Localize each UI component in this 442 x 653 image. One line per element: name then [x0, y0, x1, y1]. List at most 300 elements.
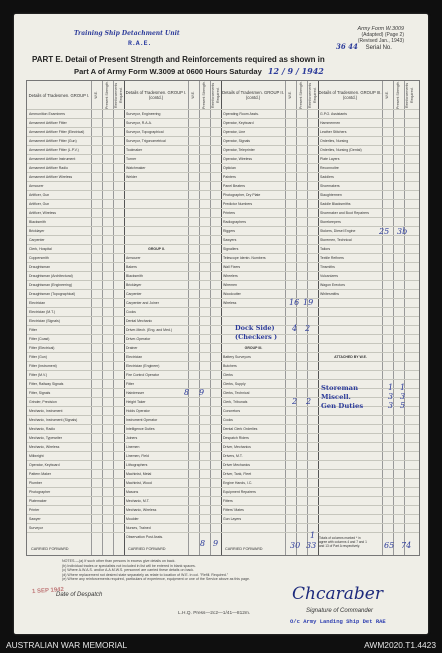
trade-label: G.P.O. Assistants	[320, 111, 347, 116]
trade-label: Saddlers	[320, 174, 334, 179]
entry-misc-c: Gen Duties	[321, 402, 364, 410]
carried-forward-label: CARRIED FORWARD	[31, 547, 69, 551]
row-divider	[27, 343, 419, 344]
row-divider	[27, 523, 419, 524]
trade-label: Tailors	[320, 246, 331, 251]
trade-label: Clerk, Hospital	[29, 246, 52, 251]
trade-label: Lithographers	[126, 462, 148, 467]
trade-label: Vulcanizers	[320, 273, 338, 278]
trade-label: Electrician (Signals)	[29, 318, 60, 323]
entry-value: 3	[388, 401, 394, 410]
trade-label: Pattern Maker	[29, 471, 51, 476]
trade-label: Linemen	[126, 444, 140, 449]
column-divider	[296, 81, 297, 555]
entry-value: 3b	[397, 227, 408, 236]
sub-column-label: Present Strength.	[299, 81, 303, 109]
row-divider	[27, 163, 419, 164]
trade-label: Orderlies, Nursing (Dental)	[320, 147, 362, 152]
trade-label: Operator, Line	[223, 129, 246, 134]
caption-bar	[0, 638, 442, 653]
row-divider	[27, 388, 419, 389]
form-ref-line: Army Form W.3009	[357, 26, 404, 32]
sub-column-label: W.E.	[288, 91, 292, 99]
entry-value: 2	[292, 397, 298, 406]
row-divider	[27, 289, 419, 290]
trade-label: Driver, Mechanics	[223, 444, 251, 449]
trade-label: Textile Refiners	[320, 255, 344, 260]
entry-value: 2	[305, 324, 311, 333]
sub-column-label: Reinforcements Required.	[210, 82, 220, 108]
row-divider	[27, 370, 419, 371]
trade-label: Armament Artificer Fitter (L.P.V.)	[29, 147, 79, 152]
trade-label: Machinist, Wood	[126, 480, 152, 485]
trade-label: Blacksmith	[29, 219, 46, 224]
trade-label: Dental Clerk Orderlies	[223, 426, 258, 431]
row-divider	[27, 226, 419, 227]
col-head-group2: Details of Tradesmen. GROUP II. (contd.)	[221, 81, 285, 110]
row-divider	[27, 262, 419, 263]
column-divider	[210, 81, 211, 555]
trade-label: Cooks	[223, 417, 233, 422]
column-divider	[382, 81, 383, 555]
entry-value: 2	[306, 397, 312, 406]
trade-label: Mechanic, Instrument (Signals)	[29, 417, 78, 422]
entry-value: 1	[400, 383, 406, 392]
sub-column-label: W.E.	[385, 91, 389, 99]
trade-label: ATTACHED BY W.E.	[334, 354, 367, 359]
trade-label: Joiners	[126, 435, 138, 440]
column-divider	[113, 81, 114, 555]
note-line: (e) Where any reinforcements required, particulars of experience, equipment or one of the Service above as this page.	[62, 577, 250, 582]
trade-label: Photographer	[29, 489, 51, 494]
trade-label: Toolmaker	[126, 147, 143, 152]
trade-label: Bakers	[126, 264, 137, 269]
row-divider	[27, 325, 419, 326]
trade-label: Telescope Identn. Numbers	[223, 255, 266, 260]
row-divider	[27, 397, 419, 398]
sub-column-header	[285, 81, 296, 110]
row-divider	[27, 334, 419, 335]
row-divider	[27, 379, 419, 380]
trade-label: Shoemaker and Boot Repairers	[320, 210, 370, 215]
trade-label: Hairdresser	[126, 390, 145, 395]
trade-label: Printers	[223, 210, 236, 215]
sub-column-label: W.E.	[94, 91, 98, 99]
trade-label: Masons	[126, 489, 139, 494]
entry-value: 3	[388, 392, 394, 401]
trade-label: Butchers	[223, 363, 237, 368]
row-divider	[27, 433, 419, 434]
form-page	[14, 14, 428, 634]
trade-label: Watchmaker	[126, 165, 146, 170]
trade-label: Surveyor	[29, 525, 44, 530]
row-divider	[27, 316, 419, 317]
trade-label: Despatch Riders	[223, 435, 249, 440]
col-head-group1: Details of Tradesmen. GROUP I.	[27, 81, 91, 110]
trade-label: Saddle Blacksmiths	[320, 201, 351, 206]
carried-value: 9	[213, 539, 219, 548]
trade-label: Mechanic, Wireless	[126, 507, 157, 512]
trade-label: Draughtsman (Engineering)	[29, 282, 72, 287]
trade-label: Surveyor, Trigonometrical	[126, 138, 166, 143]
row-divider	[27, 181, 419, 182]
trade-label: Armourer	[126, 255, 141, 260]
row-divider	[27, 460, 419, 461]
row-divider	[27, 199, 419, 200]
carried-value: 33	[306, 541, 317, 550]
carried-value: 1	[310, 531, 316, 540]
unit-sub: R.A.E.	[128, 40, 152, 47]
trade-label: Orderlies, Nursing	[320, 138, 349, 143]
entry-value: 9	[199, 388, 205, 397]
trade-label: GROUP III.	[244, 345, 263, 350]
trade-label: Draughtsman	[29, 264, 51, 269]
sub-column-header	[382, 81, 393, 110]
trade-label: Wagon Erectors	[320, 282, 345, 287]
sub-column-header	[199, 81, 210, 110]
row-divider	[27, 469, 419, 470]
note-line: (b) Individual trades or specialists not included in list will be entered in blank spaces.	[62, 563, 196, 568]
entry-value: 25	[379, 227, 390, 236]
row-divider	[27, 298, 419, 299]
row-divider	[27, 244, 419, 245]
entry-value: 8	[184, 388, 190, 397]
trade-label: GROUP II.	[148, 246, 165, 251]
row-divider	[27, 505, 419, 506]
trade-label: Wireless	[223, 300, 237, 305]
trade-label: Armament Artificer Instrument	[29, 156, 76, 161]
trade-label: Optician	[223, 165, 236, 170]
trade-label: Tinsmiths	[320, 264, 335, 269]
trade-label: Wiremen	[223, 282, 238, 287]
trade-label: Artificer, Wireless	[29, 210, 57, 215]
column-divider	[404, 81, 405, 555]
row-divider	[27, 172, 419, 173]
trade-label: Bricklayer	[29, 228, 45, 233]
group-divider	[124, 81, 125, 555]
trade-label: Intelligence Duties	[126, 426, 155, 431]
row-divider	[27, 307, 419, 308]
sub-column-label: Present Strength.	[105, 81, 109, 109]
row-divider	[27, 514, 419, 515]
sub-column-header	[404, 81, 415, 110]
form-ref-line: (Revised Jan., 1943)	[357, 38, 404, 44]
sub-column-label: Reinforcements Required.	[113, 82, 123, 108]
date-of-despatch-label: Date of Despatch	[56, 592, 103, 598]
sub-column-header	[113, 81, 124, 110]
trade-label: Plumber	[29, 480, 43, 485]
trade-label: Sawyers	[223, 237, 237, 242]
row-divider	[27, 217, 419, 218]
printer-imprint: L.H.Q. Press—2c2—1/41—812m.	[178, 611, 251, 616]
trade-label: Linemen, Field	[126, 453, 149, 458]
trade-label: Clerk, Tribunals	[223, 399, 248, 404]
trade-label: Driver Mechanics	[223, 462, 251, 467]
trade-label: Driver, Tank, Fleet	[223, 471, 252, 476]
trade-label: Slaughtermen	[320, 192, 342, 197]
trade-label: Bricklayer	[126, 282, 142, 287]
trade-label: Mechanic, Wireless	[29, 444, 60, 449]
trade-label: Operator, Signals	[223, 138, 251, 143]
row-divider	[27, 109, 419, 110]
note-line: NOTES.—(a) If such other than persons in excess give details on back.	[62, 559, 176, 563]
trade-label: Photographer, Dry Plate	[223, 192, 261, 197]
trade-label: Fitter (Coast)	[29, 336, 50, 341]
trade-label: Surveyor, R.A.A.	[126, 120, 152, 125]
handwritten-date: 12 / 9 / 1942	[267, 66, 324, 76]
received-date-stamp: 1 SEP 1942	[31, 586, 65, 596]
totals-note: Totals of columns marked * in agree with columns 4 and 7 and 1 and 13 of Part A respectively.	[319, 536, 367, 548]
row-divider	[27, 280, 419, 281]
commander-signature: Chcaraber	[292, 584, 383, 604]
trade-label: Welder	[126, 174, 138, 179]
trade-label: Surveyor, Engineering	[126, 111, 161, 116]
trade-label: Armament Artificer Fitter (Gun)	[29, 138, 77, 143]
trade-label: Clerks, Supply	[223, 381, 246, 386]
col-head-group1b: Details of Tradesmen. GROUP I. (contd.)	[124, 81, 188, 110]
trade-label: Carpenter	[126, 291, 142, 296]
trade-label: Armament Artificer Radio	[29, 165, 68, 170]
row-divider	[27, 271, 419, 272]
row-divider	[27, 118, 419, 119]
archive-reference: AWM2020.T1.4423	[364, 640, 436, 650]
trade-label: Battery Surveyors	[223, 354, 251, 359]
row-divider	[27, 532, 419, 533]
sub-column-header	[393, 81, 404, 110]
strength-table	[26, 80, 420, 556]
trade-label: Drivers, M.T.	[223, 453, 243, 458]
page-subtitle	[74, 66, 324, 76]
serial-value: 36 44	[336, 42, 358, 51]
trade-label: Electrician	[126, 354, 143, 359]
entry-value: 16	[289, 298, 300, 307]
trade-label: Blacksmith	[126, 273, 143, 278]
row-divider	[27, 415, 419, 416]
group-divider	[318, 81, 319, 555]
sub-column-header	[91, 81, 102, 110]
trade-label: Painters	[223, 174, 236, 179]
trade-label: Operator, Keyboard	[223, 120, 254, 125]
trade-label: Operator, Keyboard	[29, 462, 60, 467]
trade-label: Armourer	[29, 183, 44, 188]
row-divider	[27, 442, 419, 443]
trade-label: Predictor Numbers	[223, 201, 253, 206]
row-divider	[27, 487, 419, 488]
trade-label: Radiographers	[223, 219, 246, 224]
trade-label: Draughtsman (Architectural)	[29, 273, 73, 278]
sub-column-header	[307, 81, 318, 110]
trade-label: Carpenter	[29, 237, 45, 242]
trade-label: Plate Layers	[320, 156, 340, 161]
trade-label: Cooks	[126, 309, 136, 314]
column-divider	[188, 81, 189, 555]
trade-label: Mechanic, Typewriter	[29, 435, 63, 440]
row-divider	[27, 127, 419, 128]
trade-label: Sawyer	[29, 516, 41, 521]
trade-label: Wall Fixers	[223, 264, 241, 269]
serial-label: Serial No.	[365, 45, 392, 51]
sub-column-label: W.E.	[191, 91, 195, 99]
trade-label: Clerks, Technical	[223, 390, 250, 395]
trade-label: Whitesmiths	[320, 291, 340, 296]
entry-misc-a: Storeman	[321, 384, 359, 392]
trade-label: Clerks	[223, 372, 233, 377]
trade-label: Observation Post Assts.	[126, 534, 164, 539]
row-divider	[27, 190, 419, 191]
notes-block	[62, 559, 392, 582]
trade-label: Ammunition Examiners	[29, 111, 65, 116]
trade-label: Nurses, Trained	[126, 525, 151, 530]
trade-label: Operator, Wireless	[223, 156, 252, 161]
trade-label: Surveyor, Topographical	[126, 129, 164, 134]
sub-column-label: Reinforcements Required.	[404, 82, 414, 108]
trade-label: Armament Artificer Fitter	[29, 120, 67, 125]
trade-label: Operating Room Assts.	[223, 111, 259, 116]
trade-label: Coppersmith	[29, 255, 49, 260]
trade-label: Shoemakers	[320, 183, 340, 188]
archive-name: AUSTRALIAN WAR MEMORIAL	[6, 640, 128, 650]
trade-label: Drainer	[126, 345, 138, 350]
trade-label: Stokers, Diesel Engine	[320, 228, 356, 233]
row-divider	[27, 253, 419, 254]
trade-label: Fitter	[126, 381, 134, 386]
row-divider	[27, 208, 419, 209]
trade-label: Woodcutter	[223, 291, 241, 296]
trade-label: Driver-Operator	[126, 336, 151, 341]
trade-label: Fitter (Instrument)	[29, 363, 57, 368]
carried-value: 30	[290, 541, 301, 550]
unit-name: Training Ship Detachment Unit	[74, 30, 180, 37]
trade-label: Electrician (M.T.)	[29, 309, 56, 314]
sub-column-label: Reinforcements Required.	[307, 82, 317, 108]
trade-label: Height Taker	[126, 399, 146, 404]
trade-label: Gun Layers	[223, 516, 242, 521]
trade-label: Armament Artificer Fitter (Electrical)	[29, 129, 85, 134]
serial-number	[336, 42, 392, 51]
carried-value: 8	[200, 539, 206, 548]
entry-value: 5	[400, 401, 406, 410]
trade-label: Millwright	[29, 453, 44, 458]
note-line: (d) Where replacement not desired state separately as relate to location of W.E. in col. "Refill. Required."	[62, 572, 229, 577]
trade-label: Engine Hands, I.C.	[223, 480, 253, 485]
trade-label: Artificer, Gun	[29, 201, 50, 206]
carried-forward-label: CARRIED FORWARD	[225, 547, 263, 551]
trade-label: Storekeepers	[320, 219, 341, 224]
signature-label: Signature of Commander	[306, 608, 374, 614]
trade-label: Signallers	[223, 246, 239, 251]
row-divider	[27, 451, 419, 452]
row-divider	[27, 154, 419, 155]
trade-label: Fitter (Gun)	[29, 354, 47, 359]
column-divider	[102, 81, 103, 555]
row-divider	[27, 352, 419, 353]
trade-label: Turner	[126, 156, 137, 161]
entry-checkers: (Checkers )	[235, 333, 278, 341]
trade-label: Mechanic, M.T.	[126, 498, 150, 503]
trade-label: Driver-Mech. (Eng. and Med.)	[126, 327, 173, 332]
trade-label: Operator, Teleprinter	[223, 147, 255, 152]
trade-label: Printer	[29, 507, 40, 512]
trade-label: Holds Operator	[126, 408, 150, 413]
trade-label: Fitter, Railway Signals	[29, 381, 64, 386]
trade-label: Carpenter and Joiner	[126, 300, 159, 305]
trade-label: Hammermen	[320, 120, 341, 125]
sub-column-label: Present Strength.	[202, 81, 206, 109]
trade-label: Storemen, Technical	[320, 237, 352, 242]
entry-misc-b: Miscell.	[321, 393, 351, 401]
row-divider	[27, 145, 419, 146]
trade-label: Reconnoitre	[320, 165, 339, 170]
trade-label: Platemaker	[29, 498, 47, 503]
subtitle-text: Part A of Army Form W.3009 at 0600 Hours Saturday	[74, 67, 262, 76]
row-divider	[27, 136, 419, 137]
trade-label: Mechanic, Instrument	[29, 408, 63, 413]
trade-label: Equipment Repairers	[223, 489, 256, 494]
trade-label: Dental Mechanic	[126, 318, 153, 323]
trade-label: Leather Stitchers	[320, 129, 347, 134]
sub-column-header	[296, 81, 307, 110]
trade-label: Fitter (M.V.)	[29, 372, 48, 377]
trade-label: Moulder	[126, 516, 139, 521]
form-ref-line: (Adapted) (Page 2)	[361, 32, 404, 38]
trade-label: Fitters	[223, 498, 233, 503]
trade-label: Instrument Operator	[126, 417, 158, 422]
trade-label: Concretors	[223, 408, 241, 413]
entry-stock-side: Dock Side)	[235, 324, 275, 332]
sub-column-header	[102, 81, 113, 110]
sub-column-header	[210, 81, 221, 110]
column-divider	[285, 81, 286, 555]
trade-label: Fitter	[29, 327, 37, 332]
trade-label: Panel Beaters	[223, 183, 245, 188]
sub-column-label: Present Strength.	[396, 81, 400, 109]
total-value: 74	[401, 541, 412, 550]
trade-label: Fire Control Operator	[126, 372, 160, 377]
unit-stamp: O/c Army Landing Ship Det RAE	[290, 618, 386, 625]
row-divider	[27, 235, 419, 236]
trade-label: Electrician (Engineer)	[126, 363, 160, 368]
trade-label: Machinist, Metal	[126, 471, 152, 476]
entry-value: 4	[292, 324, 298, 333]
entry-value: 19	[303, 298, 314, 307]
trade-label: Fitter (Electrical)	[29, 345, 55, 350]
group-divider	[221, 81, 222, 555]
entry-value: 3	[400, 392, 406, 401]
trade-label: Draughtsman (Topographical)	[29, 291, 76, 296]
sub-column-header	[188, 81, 199, 110]
column-divider	[393, 81, 394, 555]
row-divider	[27, 424, 419, 425]
trade-label: Riggers	[223, 228, 236, 233]
column-divider	[91, 81, 92, 555]
trade-label: Electrician	[29, 300, 46, 305]
column-divider	[199, 81, 200, 555]
trade-label: Mechanic, Radio	[29, 426, 56, 431]
row-divider	[27, 478, 419, 479]
page-title: PART E. Detail of Present Strength and Reinforcements required as shown in	[32, 55, 325, 64]
trade-label: Wheelers	[223, 273, 238, 278]
carried-forward-label: CARRIED FORWARD	[128, 547, 166, 551]
trade-label: Fitters' Mates	[223, 507, 244, 512]
trade-label: Armament Artificer Wireless	[29, 174, 73, 179]
trade-label: Grinder, Precision	[29, 399, 57, 404]
row-divider	[27, 496, 419, 497]
total-value: 65	[384, 541, 395, 550]
row-divider	[27, 361, 419, 362]
trade-label: Fitter, Signals	[29, 390, 51, 395]
entry-value: 1	[388, 383, 394, 392]
col-head-group3: Details of Tradesmen. GROUP III. (contd.)	[318, 81, 382, 110]
